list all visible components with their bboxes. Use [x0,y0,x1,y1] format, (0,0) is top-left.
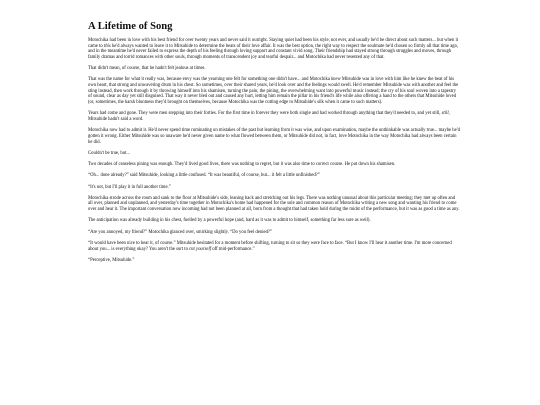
paragraph-text: Motochika had been in love with his best friend for over twenty years and never said it outright. Staying quiet had been his style, not ever, and usually he'd be direct about such matters... but when it came to [88,38,459,49]
emphasis-text: still [441,111,449,117]
paragraph-text: Motochika now had to admit it. He'd never spend time ruminating on mistakes of the past but learning from it was wise, and upon examination, maybe the unthinkable was actually true... maybe he'd gotten it wrong. Either Mitsuhide was so unaware he'd never given name to what flowed between them, or Mitsuhide did not, in fact, love Motochika in the way Motochika had always been certain he did. [88,128,460,145]
paragraph-text: off mid-performance.” [211,246,255,252]
emphasis-text: yourself [196,246,212,252]
paragraph-text: Years had come and gone. They were men stepping into their forties. For the first time in forever they were both single and had worked through anything that they'd needed to, and yet still, [88,111,442,117]
story-paragraph [88,162,460,168]
paragraph-text: “It's not, but I'll play it in full another time.” [88,184,171,190]
story-paragraph [88,258,460,264]
story-paragraphs [88,38,460,263]
paragraph-text: “Are you annoyed, my friend?” Motochika glanced over, smirking slightly. “Do you feel denied?” [88,229,273,235]
paragraph-text: “It would have been nice to hear it, of course.” Mitsuhide hesitated for a moment before shifting, turning to sit so they were face to face. “But I know I'll hear it another time. I'm more concerned about you... is everything okay? You aren't the sort to cut [88,240,452,252]
paragraph-text: Mitsuhide was in love with him like he knew the beat of his own heart, that strong and unwavering drum in his chest. So sometimes, over their shared years, he'd look over and the feelings would swell. He'd remember Mitsuhide was with another and feel the sting instead, then work through it by throwing himself into his shamisen, turning the pain, the pining, the overwhelming want into powerful music instead; the cry of his soul woven into a tapestry of sound, clear as day yet still disguised. That way it never bled out and caused any hurt, letting him remain the pillar in his friend's life while also offering a hand to the others that Mitsuhide loved (or, sometimes, the harsh bluntness they'd brought on themselves, because Motochika was the cutting edge to Mitsuhide's silk when it came to such matters). [88,77,459,106]
story-paragraph [88,196,460,213]
story-paragraph [88,111,460,122]
story-paragraph [88,66,460,72]
story-paragraph [88,77,460,105]
paragraph-text: Motochika strode across the room and sank to the floor at Mitsuhide's side, leaning back and stretching out his legs. There was nothing unusual about this particular meeting; they met up often and all over, planned and unplanned, and yesterday's time together in Motochika's home had happened for the sole and common reason of Motochika writing a new song and wanting his friend to come over and hear it. The important conversation now incoming had not been planned at all, born from a thought that had taken hold during the midst of the performance, but it was as good a time as any. [88,195,460,213]
story-paragraph [88,173,460,179]
paragraph-text: “Perceptive, Mitsuhide.” [88,257,135,263]
story-paragraph [88,128,460,145]
paragraph-text: Couldn't be true, but... [88,150,130,156]
story-paragraph [88,218,460,224]
story-paragraph [88,241,460,252]
story-title: A Lifetime of Song [88,21,173,32]
paragraph-text: That didn't mean, of course, that he hadn't felt jealous at times. [88,66,206,72]
story-paragraph [88,38,460,61]
story-paragraph [88,230,460,236]
paragraph-text: Two decades of ceaseless pining was enough. They'd lived good lives, there was nothing to regret, but it was also time to correct course. He put down his shamisen. [88,162,396,168]
paragraph-text: “Oh... done already?” said Mitsuhide, looking a little confused. “It was beautiful, of course, but... it felt a little unfinished?” [88,173,320,179]
story-paragraph [88,185,460,191]
paragraph-text: That was the name for what it really was, because envy was the yearning one felt for something one didn't have... and Motochika [88,77,332,83]
paragraph-text: , Mitsuhide hadn't said a word. [88,111,450,122]
emphasis-text: knew [331,77,341,83]
story-body [88,20,460,263]
emphasis-text: this [103,43,111,49]
paragraph-text: he'd always wanted to leave it to Mitsuhide to determine the beats of their love affair. It was the best option, the right way to respect the soulmate he'd chosen so firmly all that time ago, and in the meantime he'd never failed to express the depth of his feeling through loving support and constant vivid song. Their friendship had stayed strong through struggles and moves, through family dramas and torrid romances with other souls, through moments of transcendent joy and tearful despair... and Motochika had never resented any of that. [88,43,459,60]
paragraph-text: The anticipation was already building in his chest, fuelled by a powerful hope (and, hard as it was to admit to himself, something far less sure as well). [88,218,371,224]
story-paragraph [88,151,460,157]
